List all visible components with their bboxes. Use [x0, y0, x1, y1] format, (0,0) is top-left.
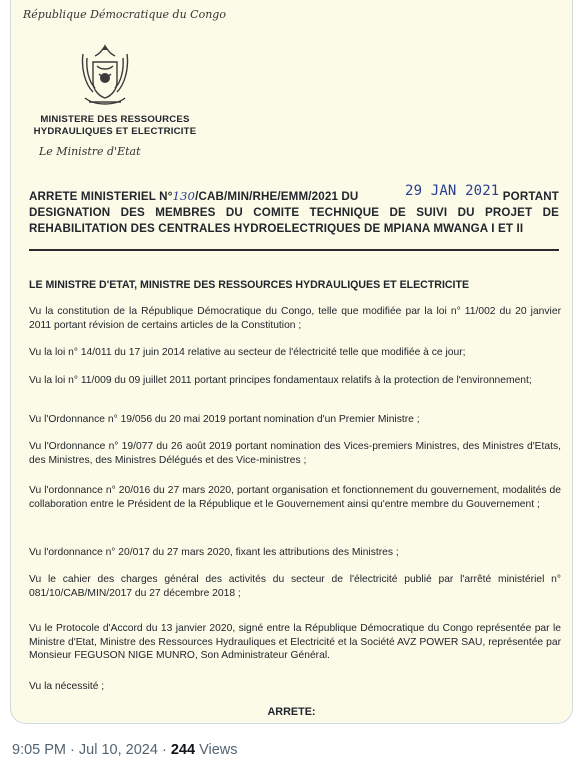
arrete-header-rest: DESIGNATION DES MEMBRES DU COMITE TECHNIQUE DE SUIVI DU PROJET DE REHABILITATION DES CENTRALES HYDROELECTRIQUES DE MPIANA MWANGA I ET II — [29, 206, 559, 235]
minister-title: LE MINISTRE D'ETAT, MINISTRE DES RESSOURCES HYDRAULIQUES ET ELECTRICITE — [29, 279, 470, 291]
attached-image[interactable] — [10, 0, 573, 724]
views-count: 244 — [170, 742, 196, 758]
paragraph-loi-11-009: Vu la loi n° 11/009 du 09 juillet 2011 portant principes fondamentaux relatifs à la protection de l'environnement; — [29, 375, 532, 386]
separator-dot: · — [70, 742, 75, 758]
arrete-header-first-line — [29, 183, 559, 205]
post-metadata — [12, 742, 237, 758]
paragraph-ordonnance-19-077: Vu l'Ordonnance n° 19/077 du 26 août 2019 portant nomination des Vices-premiers Ministres, des Ministres d'Etats, des Ministres, des Ministres Délégués et des Vice-ministres ; — [29, 441, 561, 466]
paragraph-ordonnance-20-017: Vu l'ordonnance n° 20/017 du 27 mars 2020, fixant les attributions des Ministres ; — [29, 547, 399, 558]
coat-of-arms-emblem-icon — [73, 40, 137, 112]
arrete-code: /CAB/MIN/RHE/EMM/2021 DU — [195, 190, 359, 203]
header-divider — [29, 249, 559, 251]
ministry-name — [27, 114, 203, 138]
paragraph-cahier-des-charges: Vu le cahier des charges général des activités du secteur de l'électricité publié par l'arrêté ministériel n° 081/10/CAB/MIN/2017 du 27 décembre 2018 ; — [29, 574, 561, 599]
paragraph-necessite: Vu la nécessité ; — [29, 681, 105, 692]
arrete-ref — [29, 188, 358, 205]
ministry-line-2: HYDRAULIQUES ET ELECTRICITE — [33, 126, 197, 137]
date-stamp: 29 JAN 2021 — [405, 183, 500, 199]
paragraph-protocole-accord: Vu le Protocole d'Accord du 13 janvier 2020, signé entre la République Démocratique du Congo représentée par le Ministre d'Etat, Ministre des Ressources Hydrauliques et Electricité et la Société AVZ POWER SAU, représentée par Monsieur FEGUSON NIGE MUNRO, Son Administrateur Général. — [29, 623, 561, 661]
arrete-suffix: PORTANT — [502, 190, 559, 203]
arrete-heading: ARRETE: — [267, 706, 316, 718]
republic-heading: République Démocratique du Congo — [23, 8, 226, 21]
arrete-header — [29, 183, 559, 237]
arrete-prefix: ARRETE MINISTERIEL N° — [29, 190, 173, 203]
ministry-line-1: MINISTERE DES RESSOURCES — [40, 114, 190, 125]
scanned-document — [11, 0, 572, 723]
post-timestamp[interactable] — [12, 742, 158, 758]
paragraph-ordonnance-20-016: Vu l'ordonnance n° 20/016 du 27 mars 2020, portant organisation et fonctionnement du gouvernement, modalités de collaboration entre le Président de la République et le Gouvernement ainsi qu'entre membre du Gouvernement ; — [29, 485, 561, 510]
separator-dot: · — [161, 742, 167, 758]
paragraph-loi-14-011: Vu la loi n° 14/011 du 17 juin 2014 relative au secteur de l'électricité telle que modifiée à ce jour; — [29, 347, 466, 358]
paragraph-constitution: Vu la constitution de la République Démocratique du Congo, telle que modifiée par la loi n° 11/002 du 20 janvier 2011 portant révision de certains articles de la Constitution ; — [29, 306, 561, 331]
post-time: 9:05 PM — [12, 742, 66, 758]
post-date: Jul 10, 2024 — [78, 742, 158, 758]
views-label: Views — [199, 742, 238, 758]
arrete-date-group — [405, 183, 559, 205]
arrete-number-handwritten: 130 — [172, 189, 196, 203]
paragraph-ordonnance-19-056: Vu l'Ordonnance n° 19/056 du 20 mai 2019 portant nomination d'un Premier Ministre ; — [29, 414, 420, 425]
minister-signature-line: Le Ministre d'Etat — [39, 145, 141, 158]
